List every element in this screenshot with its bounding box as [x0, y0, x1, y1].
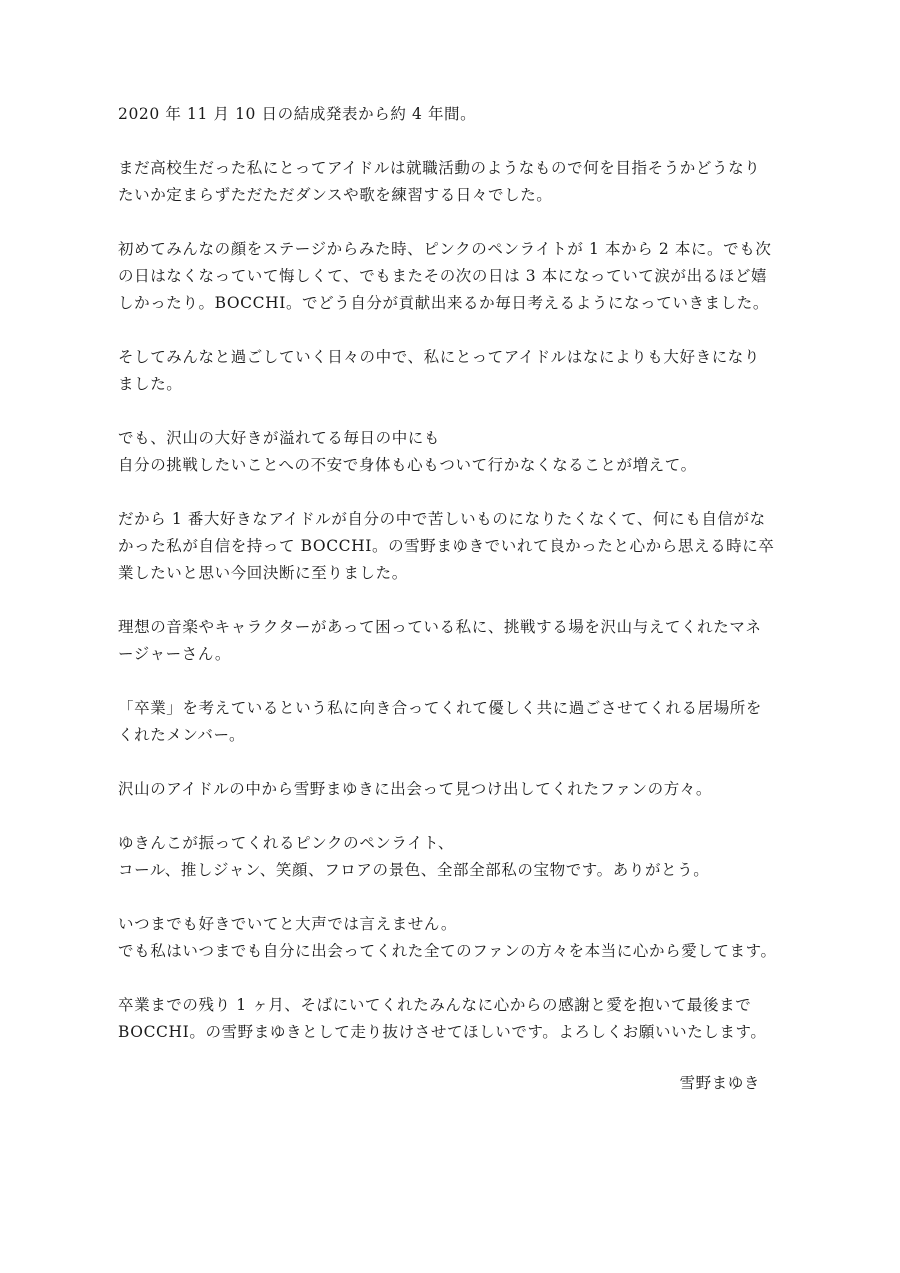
paragraph	[118, 992, 798, 1046]
paragraph	[118, 614, 798, 668]
signature: 雪野まゆき	[679, 1074, 760, 1092]
text-line: 卒業までの残り 1 ヶ月、そばにいてくれたみんなに心からの感謝と愛を抱いて最後まで	[118, 996, 752, 1014]
text-line: でも私はいつまでも自分に出会ってくれた全てのファンの方々を本当に心から愛してます。	[118, 942, 777, 960]
paragraph	[118, 830, 798, 884]
text-line: 業したいと思い今回決断に至りました。	[118, 564, 408, 582]
text-line: だから 1 番大好きなアイドルが自分の中で苦しいものになりたくなくて、何にも自信がな	[118, 510, 766, 528]
paragraph	[118, 695, 798, 749]
text-line: 自分の挑戦したいことへの不安で身体も心もついて行かなくなることが増えて。	[118, 456, 697, 474]
text-line: かった私が自信を持って BOCCHI。の雪野まゆきでいれて良かったと心から思える時に卒	[118, 537, 775, 555]
text-line: そしてみんなと過ごしていく日々の中で、私にとってアイドルはなによりも大好きになり	[118, 348, 760, 366]
paragraph	[118, 911, 798, 965]
text-line: いつまでも好きでいてと大声では言えません。	[118, 915, 458, 933]
text-line: でも、沢山の大好きが溢れてる毎日の中にも	[118, 429, 441, 447]
text-line: ました。	[118, 375, 183, 393]
paragraph	[118, 101, 798, 128]
text-line: 沢山のアイドルの中から雪野まゆきに出会って見つけ出してくれたファンの方々。	[118, 780, 712, 798]
text-line: 理想の音楽やキャラクターがあって困っている私に、挑戦する場を沢山与えてくれたマネ	[118, 618, 762, 636]
text-line: 初めてみんなの顔をステージからみた時、ピンクのペンライトが 1 本から 2 本に。でも次	[118, 240, 772, 258]
paragraph	[118, 155, 798, 209]
letter-body	[118, 101, 798, 1073]
paragraph	[118, 425, 798, 479]
text-line: BOCCHI。の雪野まゆきとして走り抜けさせてほしいです。よろしくお願いいたします。	[118, 1023, 767, 1041]
text-line: まだ高校生だった私にとってアイドルは就職活動のようなもので何を目指そうかどうなり	[118, 159, 761, 177]
text-line: ージャーさん。	[118, 645, 232, 663]
text-line: の日はなくなっていて悔しくて、でもまたその次の日は 3 本になっていて涙が出るほど嬉	[118, 267, 768, 285]
paragraph	[118, 236, 798, 317]
text-line: たいか定まらずただただダンスや歌を練習する日々でした。	[118, 186, 553, 204]
text-line: コール、推しジャン、笑顔、フロアの景色、全部全部私の宝物です。ありがとう。	[118, 861, 710, 879]
text-line: しかったり。BOCCHI。でどう自分が貢献出来るか毎日考えるようになっていきました。	[118, 294, 769, 312]
paragraph	[118, 344, 798, 398]
text-line: 「卒業」を考えているという私に向き合ってくれて優しく共に過ごさせてくれる居場所を	[118, 699, 763, 717]
paragraph	[118, 776, 798, 803]
text-line: ゆきんこが振ってくれるピンクのペンライト、	[118, 834, 454, 852]
paragraph	[118, 506, 798, 587]
text-line: くれたメンバー。	[118, 726, 246, 744]
text-line: 2020 年 11 月 10 日の結成発表から約 4 年間。	[118, 105, 477, 123]
